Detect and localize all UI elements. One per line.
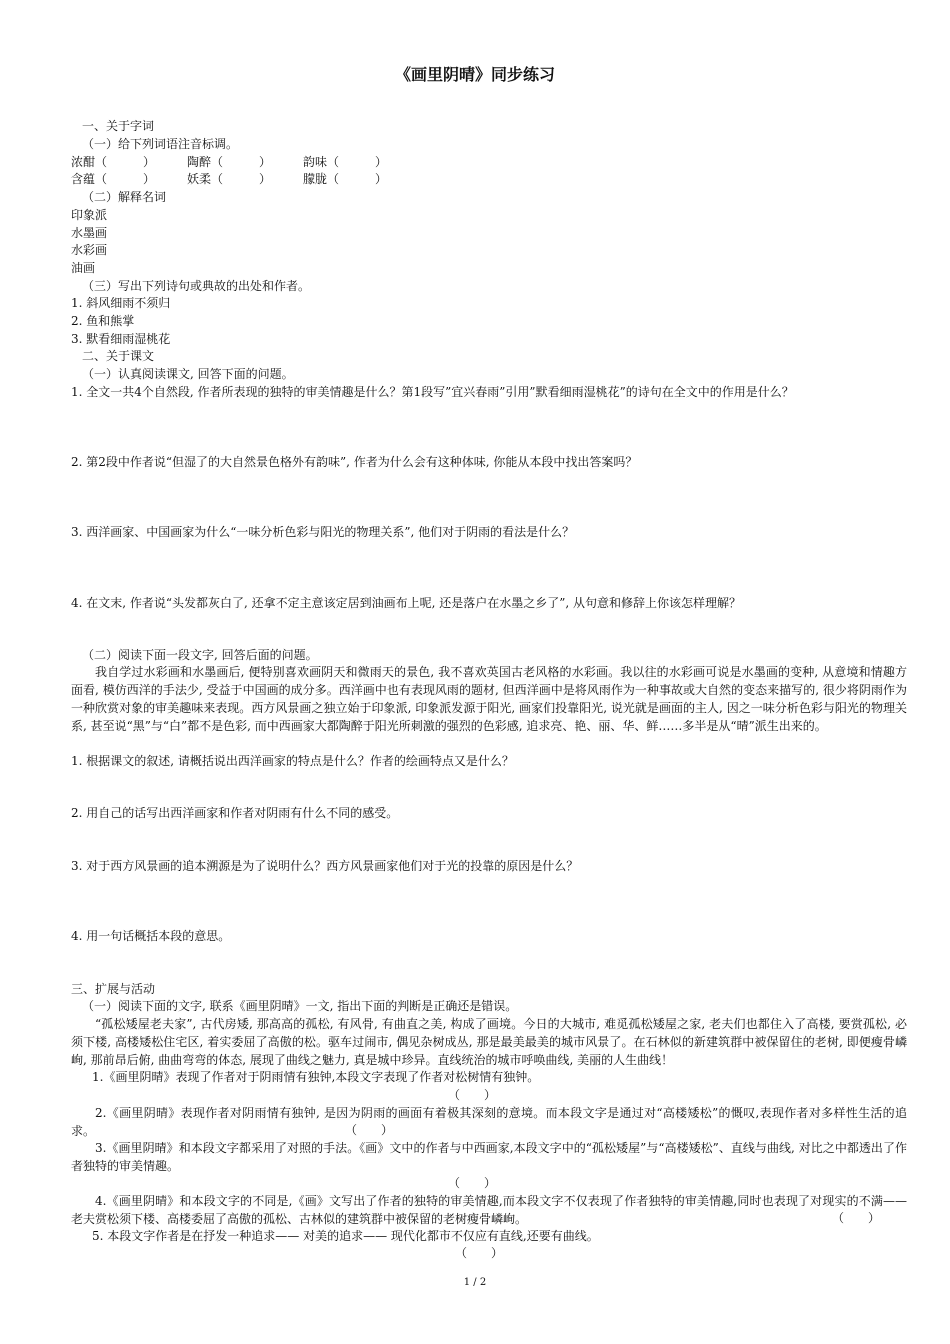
word-item: 朦胧（ ）	[303, 172, 388, 186]
judgement-3-box	[71, 1139, 907, 1175]
page-title: 《画里阴晴》同步练习	[394, 65, 555, 84]
reading-passage-1	[71, 663, 907, 735]
word-item: 陶醉（ ）	[187, 155, 272, 169]
word-item: 韵味（ ）	[303, 155, 388, 169]
s2-part-1: （一）认真阅读课文, 回答下面的问题。	[82, 367, 294, 381]
pinyin-row-2	[71, 170, 419, 188]
answer-paren[interactable]: （ ）	[345, 1123, 394, 1137]
term-item: 水彩画	[71, 243, 108, 257]
s3-part-1: （一）阅读下面的文字, 联系《画里阴晴》一文, 指出下面的判断是正确还是错误。	[82, 999, 518, 1013]
answer-paren[interactable]: （ ）	[448, 1176, 497, 1190]
quote-item: 2. 鱼和熊掌	[71, 314, 135, 328]
term-item: 印象派	[71, 208, 108, 222]
question-2: 2. 第2段中作者说“但湿了的大自然景色格外有韵味”, 作者为什么会有这种体味, 你能从本段中找出答案吗？	[71, 455, 638, 469]
passage-question-4: 4. 用一句话概括本段的意思。	[71, 929, 231, 943]
answer-paren[interactable]: （ ）	[448, 1088, 497, 1102]
word-item: 浓酣（ ）	[71, 155, 156, 169]
pinyin-row-1	[71, 153, 419, 171]
passage-question-3: 3. 对于西方风景画的追本溯源是为了说明什么？西方风景画家他们对于光的投靠的原因是什么？	[71, 859, 579, 873]
judgement-4-box	[71, 1192, 907, 1228]
word-item: 含蕴（ ）	[71, 172, 156, 186]
answer-paren[interactable]: （ ）	[832, 1211, 881, 1225]
judgement-3: 3.《画里阴晴》和本段文字都采用了对照的手法。《画》文中的作者与中西画家,本段文字中的“孤松矮屋”与“高楼矮松”、直线与曲线, 对比之中都透出了作者独特的审美情趣。	[71, 1141, 907, 1173]
passage-text: “孤松矮屋老夫家”, 古代房矮, 那高高的孤松, 有风骨, 有曲直之美, 构成了画境。今日的大城市, 难觅孤松矮屋之家, 老夫们也都住入了高楼, 要赏孤松, 必须下楼, 高楼矮松住宅区, 着实委屈了高傲的松。驱车过闹市, 偶见杂树成丛, 那是最美最美的城市风景了。在石林似的新建筑群中被保留住的老树, 即便瘦骨嶙峋, 那前昂后俯, 曲曲弯弯的体态, 展现了曲线之魅力, 真是城中珍异。直线统治的城市呼唤曲线, 美丽的人生曲线！	[71, 1017, 907, 1067]
s1-part-2: （二）解释名词	[82, 190, 167, 204]
question-3: 3. 西洋画家、中国画家为什么“一味分析色彩与阳光的物理关系”, 他们对于阴雨的看法是什么？	[71, 525, 575, 539]
term-item: 水墨画	[71, 226, 108, 240]
judgement-2-box	[71, 1104, 907, 1140]
question-1: 1. 全文一共4个自然段, 作者所表现的独特的审美情趣是什么？第1段写”宜兴春雨”引用”默看细雨湿桃花”的诗句在全文中的作用是什么？	[71, 385, 794, 399]
quote-item: 3. 默看细雨湿桃花	[71, 332, 171, 346]
passage-text: 我自学过水彩画和水墨画后, 便特别喜欢画阴天和微雨天的景色, 我不喜欢英国古老风格的水彩画。我以往的水彩画可说是水墨画的变种, 从意境和情趣方面看, 模仿西洋的手法少, 受益于中国画的成分多。西洋画中也有表现风雨的题材, 但西洋画中是将风雨作为一种事故或大自然的变态来描写的, 很少将阴雨作为一种欣赏对象的审美趣味来表现。西方风景画之独立始于印象派, 印象派发源于阳光, 画家们投靠阳光, 说光就是画面的主人, 因之一味分析色彩与阳光的物理关系, 甚至说“黑”与“白”都不是色彩, 而中西画家大都陶醉于阳光所刺激的强烈的色彩感, 追求亮、艳、丽、华、鲜……多半是从“晴”派生出来的。	[71, 665, 907, 733]
word-item: 妖柔（ ）	[187, 172, 272, 186]
page-number: 1 / 2	[463, 1277, 487, 1288]
answer-paren[interactable]: （ ）	[455, 1246, 504, 1260]
judgement-4: 4.《画里阴晴》和本段文字的不同是,《画》文写出了作者的独特的审美情趣,而本段文字不仅表现了作者独特的审美情趣,同时也表现了对现实的不满—— 老夫赏松须下楼、高楼委屈了高傲的孤松、古林似的建筑群中被保留的老树瘦骨嶙峋。	[71, 1194, 907, 1226]
term-item: 油画	[71, 261, 96, 275]
judgement-1: 1.《画里阴晴》表现了作者对于阴雨情有独钟,本段文字表现了作者对松树情有独钟。	[92, 1070, 540, 1084]
question-4: 4. 在文末, 作者说“头发都灰白了, 还拿不定主意该定居到油画布上呢, 还是落户在水墨之乡了”, 从句意和修辞上你该怎样理解？	[71, 596, 742, 610]
section-3-heading: 三、扩展与活动	[71, 982, 156, 996]
s2-part-2: （二）阅读下面一段文字, 回答后面的问题。	[82, 648, 318, 662]
section-1-heading: 一、关于字词	[82, 119, 155, 133]
judgement-5: 5. 本段文字作者是在抒发一种追求—— 对美的追求—— 现代化都市不仅应有直线,还要有曲线。	[92, 1229, 599, 1243]
quote-item: 1. 斜风细雨不须归	[71, 296, 171, 310]
section-2-heading: 二、关于课文	[82, 349, 155, 363]
s1-part-1: （一）给下列词语注音标调。	[82, 137, 239, 151]
reading-passage-2	[71, 1015, 907, 1069]
s1-part-3: （三）写出下列诗句或典故的出处和作者。	[82, 279, 311, 293]
judgement-2: 2.《画里阴晴》表现作者对阴雨情有独钟, 是因为阴雨的画面有着极其深刻的意境。而本段文字是通过对“高楼矮松”的慨叹,表现作者对多样性生活的追求。	[71, 1106, 907, 1138]
passage-question-1: 1. 根据课文的叙述, 请概括说出西洋画家的特点是什么？作者的绘画特点又是什么？	[71, 754, 514, 768]
passage-question-2: 2. 用自己的话写出西洋画家和作者对阴雨有什么不同的感受。	[71, 806, 399, 820]
